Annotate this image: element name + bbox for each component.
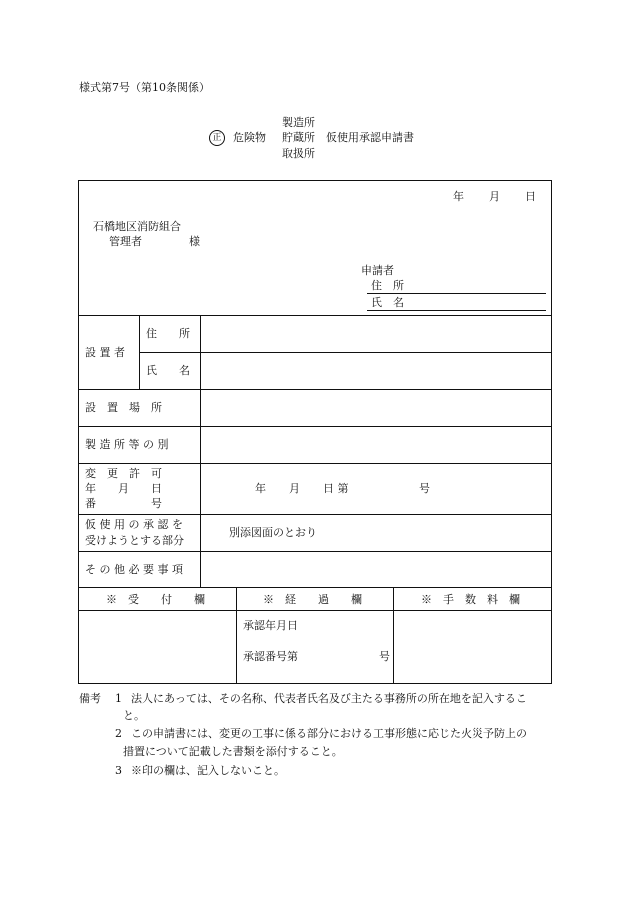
date-month-label: 月 <box>489 190 500 203</box>
addressee-title: 管理者 <box>109 235 142 248</box>
title-hazard: 危険物 <box>233 131 266 144</box>
form-number: 様式第7号（第10条関係） <box>79 81 210 94</box>
row-divider <box>79 315 551 316</box>
circle-mark-icon: 正 <box>209 130 225 146</box>
installer-address-field[interactable] <box>204 318 548 349</box>
applicant-name-line[interactable] <box>367 310 546 311</box>
permit-value-number: 号 <box>419 482 430 495</box>
column-divider <box>200 315 201 587</box>
row-divider <box>79 551 551 552</box>
row-divider <box>79 426 551 427</box>
applicant-address-label: 住 所 <box>371 279 404 292</box>
installer-address-label: 住 所 <box>146 327 190 340</box>
applicant-address-line[interactable] <box>367 293 546 294</box>
location-label: 設 置 場 所 <box>85 401 162 414</box>
partial-label-line2: 受けようとする部分 <box>85 534 184 547</box>
note-number: 1 <box>115 692 122 705</box>
row-divider <box>79 514 551 515</box>
title-option-storage: 貯蔵所 <box>282 131 315 144</box>
column-divider <box>393 587 394 683</box>
installer-name-field[interactable] <box>204 355 548 386</box>
title-option-handling: 取扱所 <box>282 147 315 160</box>
approval-number-suffix: 号 <box>379 650 390 663</box>
note-text: 法人にあっては、その名称、代表者氏名及び主たる事務所の所在地を記入するこ <box>131 692 527 705</box>
facility-type-field[interactable] <box>204 429 548 460</box>
column-divider <box>236 587 237 683</box>
installer-name-label: 氏 名 <box>146 364 190 377</box>
title-option-manufacture: 製造所 <box>282 116 315 129</box>
notes-label: 備考 <box>79 692 101 705</box>
note-text: この申請書には、変更の工事に係る部分における工事形態に応じた火災予防上の <box>131 727 527 740</box>
column-divider <box>139 315 140 389</box>
permit-label-line1: 変 更 許 可 <box>85 467 162 480</box>
permit-label-line2: 年 月 日 <box>85 482 162 495</box>
date-year-label: 年 <box>453 190 464 203</box>
other-field[interactable] <box>204 554 548 584</box>
installer-label: 設 置 者 <box>85 346 125 359</box>
permit-value-month: 月 <box>289 482 300 495</box>
row-divider <box>79 610 551 611</box>
approval-date-label: 承認年月日 <box>243 619 298 632</box>
form-title <box>205 116 445 164</box>
partial-value: 別添図面のとおり <box>229 526 317 539</box>
permit-label-line3: 番 号 <box>85 497 162 510</box>
title-suffix: 仮使用承認申請書 <box>326 131 414 144</box>
date-day-label: 日 <box>525 190 536 203</box>
application-form <box>78 180 552 684</box>
partial-label-line1: 仮 使 用 の 承 認 を <box>85 518 183 531</box>
addressee-honorific: 様 <box>189 235 200 248</box>
facility-type-label: 製 造 所 等 の 別 <box>85 438 169 451</box>
addressee-org: 石橋地区消防組合 <box>93 220 181 233</box>
permit-value-day-no: 日 第 <box>323 482 349 495</box>
row-divider <box>79 389 551 390</box>
permit-value-year: 年 <box>255 482 266 495</box>
progress-header: ※ 経 過 欄 <box>263 593 362 606</box>
applicant-name-label: 氏 名 <box>371 296 404 309</box>
note-number: 3 <box>115 764 122 777</box>
note-text: ※印の欄は、記入しないこと。 <box>131 764 285 777</box>
applicant-label: 申請者 <box>361 264 394 277</box>
location-field[interactable] <box>204 392 548 423</box>
other-label: そ の 他 必 要 事 項 <box>85 563 183 576</box>
approval-number-label: 承認番号第 <box>243 650 298 663</box>
fee-header: ※ 手 数 料 欄 <box>421 593 520 606</box>
note-text-continued: と。 <box>123 709 145 722</box>
note-number: 2 <box>115 727 122 740</box>
row-divider <box>79 463 551 464</box>
row-divider <box>79 587 551 588</box>
reception-header: ※ 受 付 欄 <box>106 593 205 606</box>
note-text-continued: 措置について記載した書類を添付すること。 <box>123 745 343 758</box>
